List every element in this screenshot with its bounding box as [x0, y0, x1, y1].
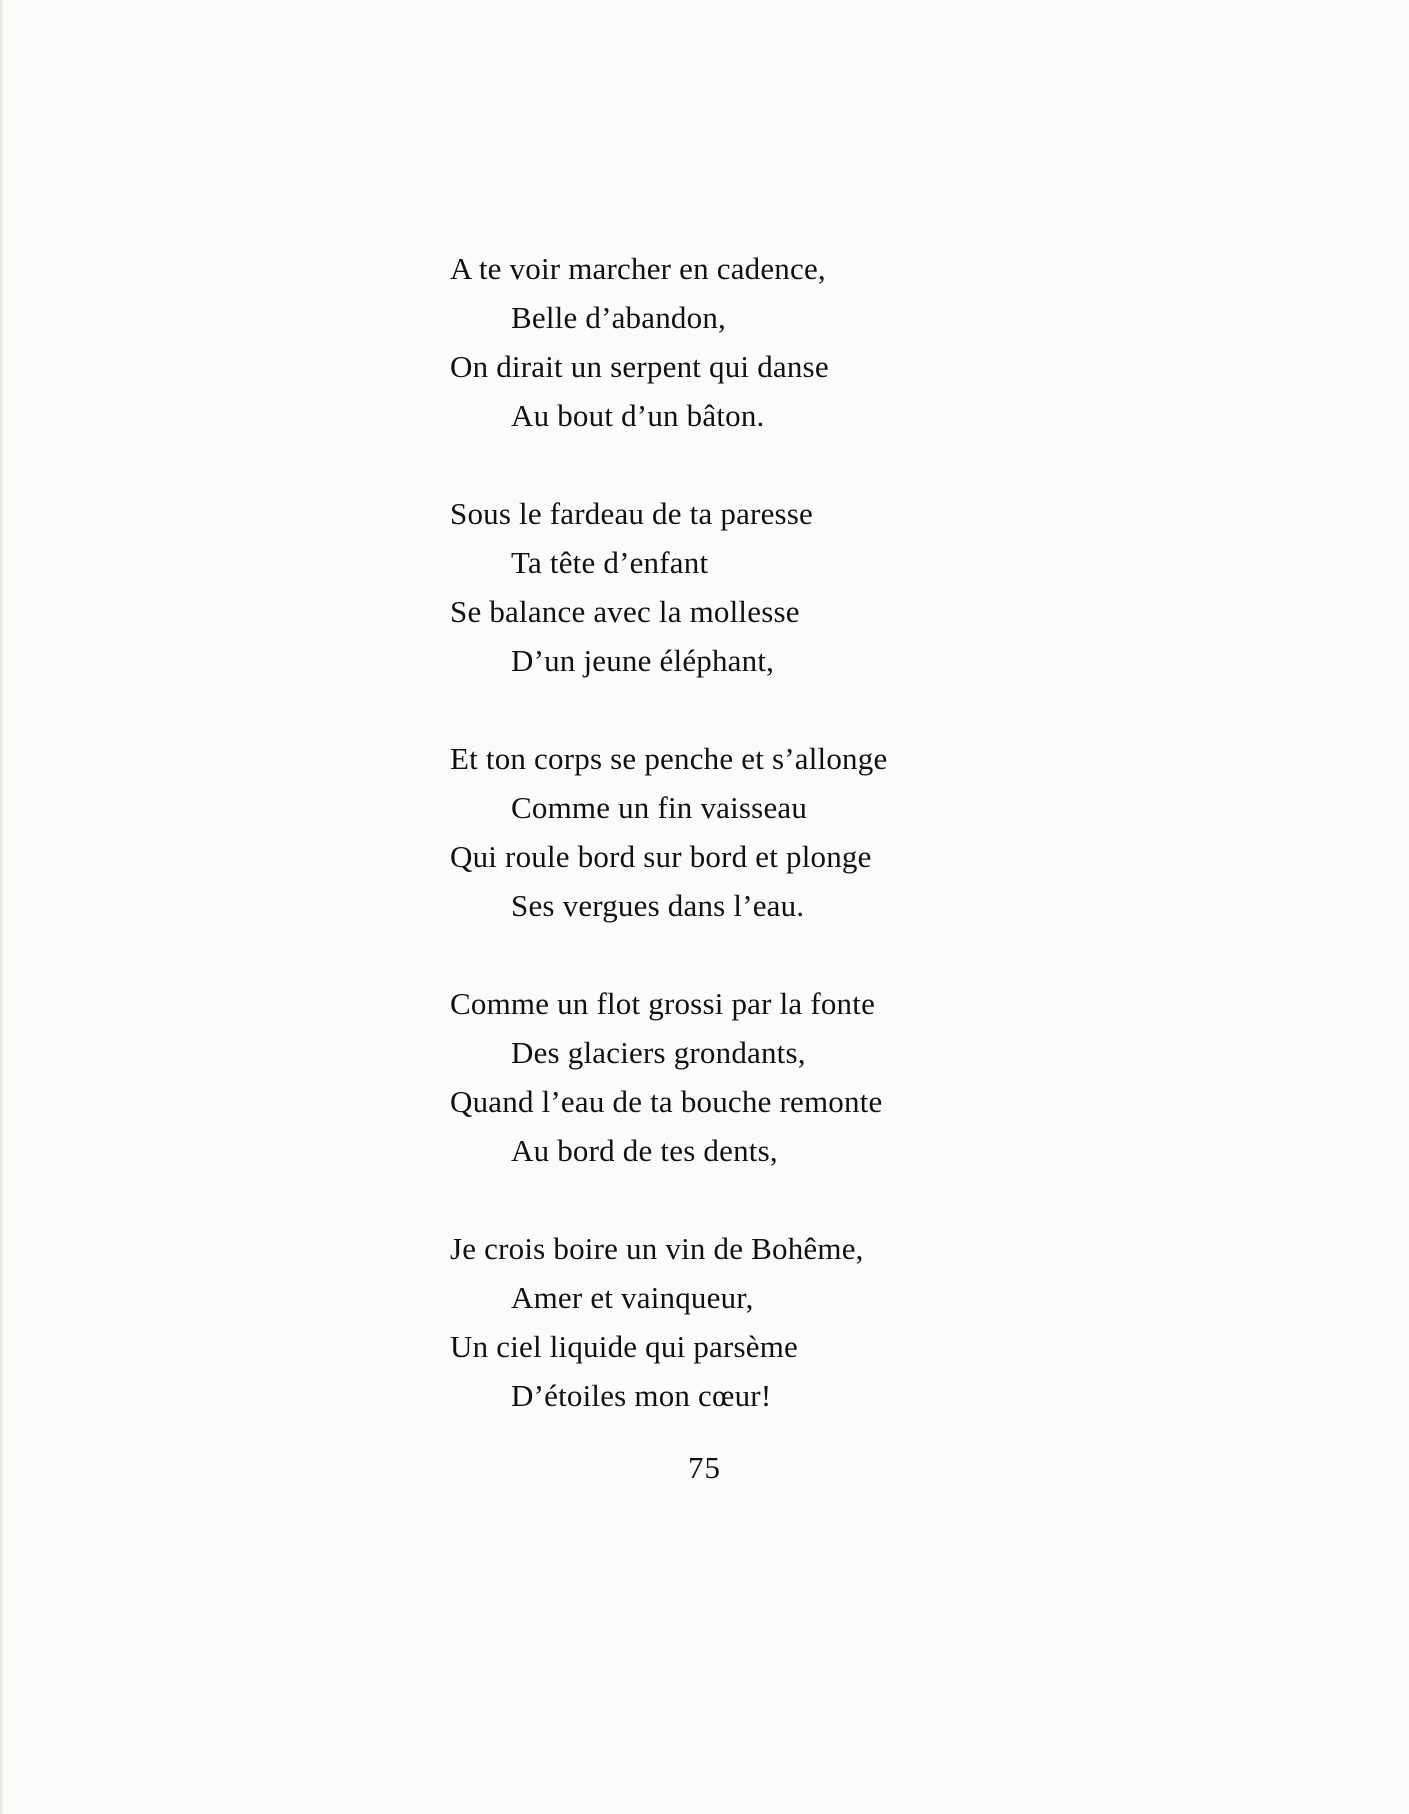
poem-line-indented: Au bout d’un bâton.: [511, 398, 765, 433]
poem-body: [450, 244, 1210, 1469]
poem-line-indented: Ses vergues dans l’eau.: [511, 888, 805, 923]
page-binding-edge: [0, 0, 4, 1814]
poem-line-indented: Comme un fin vaisseau: [511, 790, 808, 825]
poem-line: Un ciel liquide qui parsème: [450, 1329, 799, 1364]
poem-line: A te voir marcher en cadence,: [450, 251, 826, 286]
poem-line-indented: Ta tête d’enfant: [511, 545, 709, 580]
stanza-5: [450, 1224, 1210, 1420]
stanza-1: [450, 244, 1210, 440]
poem-line-indented: Belle d’abandon,: [511, 300, 726, 335]
poem-line: Je crois boire un vin de Bohême,: [450, 1231, 864, 1266]
poem-line-indented: Amer et vainqueur,: [511, 1280, 754, 1315]
stanza-3: [450, 734, 1210, 930]
poem-line: Comme un flot grossi par la fonte: [450, 986, 876, 1021]
poem-line-indented: Des glaciers grondants,: [511, 1035, 806, 1070]
stanza-4: [450, 979, 1210, 1175]
poem-line-indented: D’un jeune éléphant,: [511, 643, 775, 678]
poem-line: On dirait un serpent qui danse: [450, 349, 829, 384]
poem-line: Quand l’eau de ta bouche remonte: [450, 1084, 883, 1119]
poem-line: Qui roule bord sur bord et plonge: [450, 839, 872, 874]
poem-line-indented: D’étoiles mon cœur!: [511, 1378, 772, 1413]
poem-line: Se balance avec la mollesse: [450, 594, 800, 629]
stanza-2: [450, 489, 1210, 685]
poem-line: Sous le fardeau de ta paresse: [450, 496, 814, 531]
page-number: 75: [688, 1450, 721, 1485]
poem-line-indented: Au bord de tes dents,: [511, 1133, 778, 1168]
poem-line: Et ton corps se penche et s’allonge: [450, 741, 888, 776]
